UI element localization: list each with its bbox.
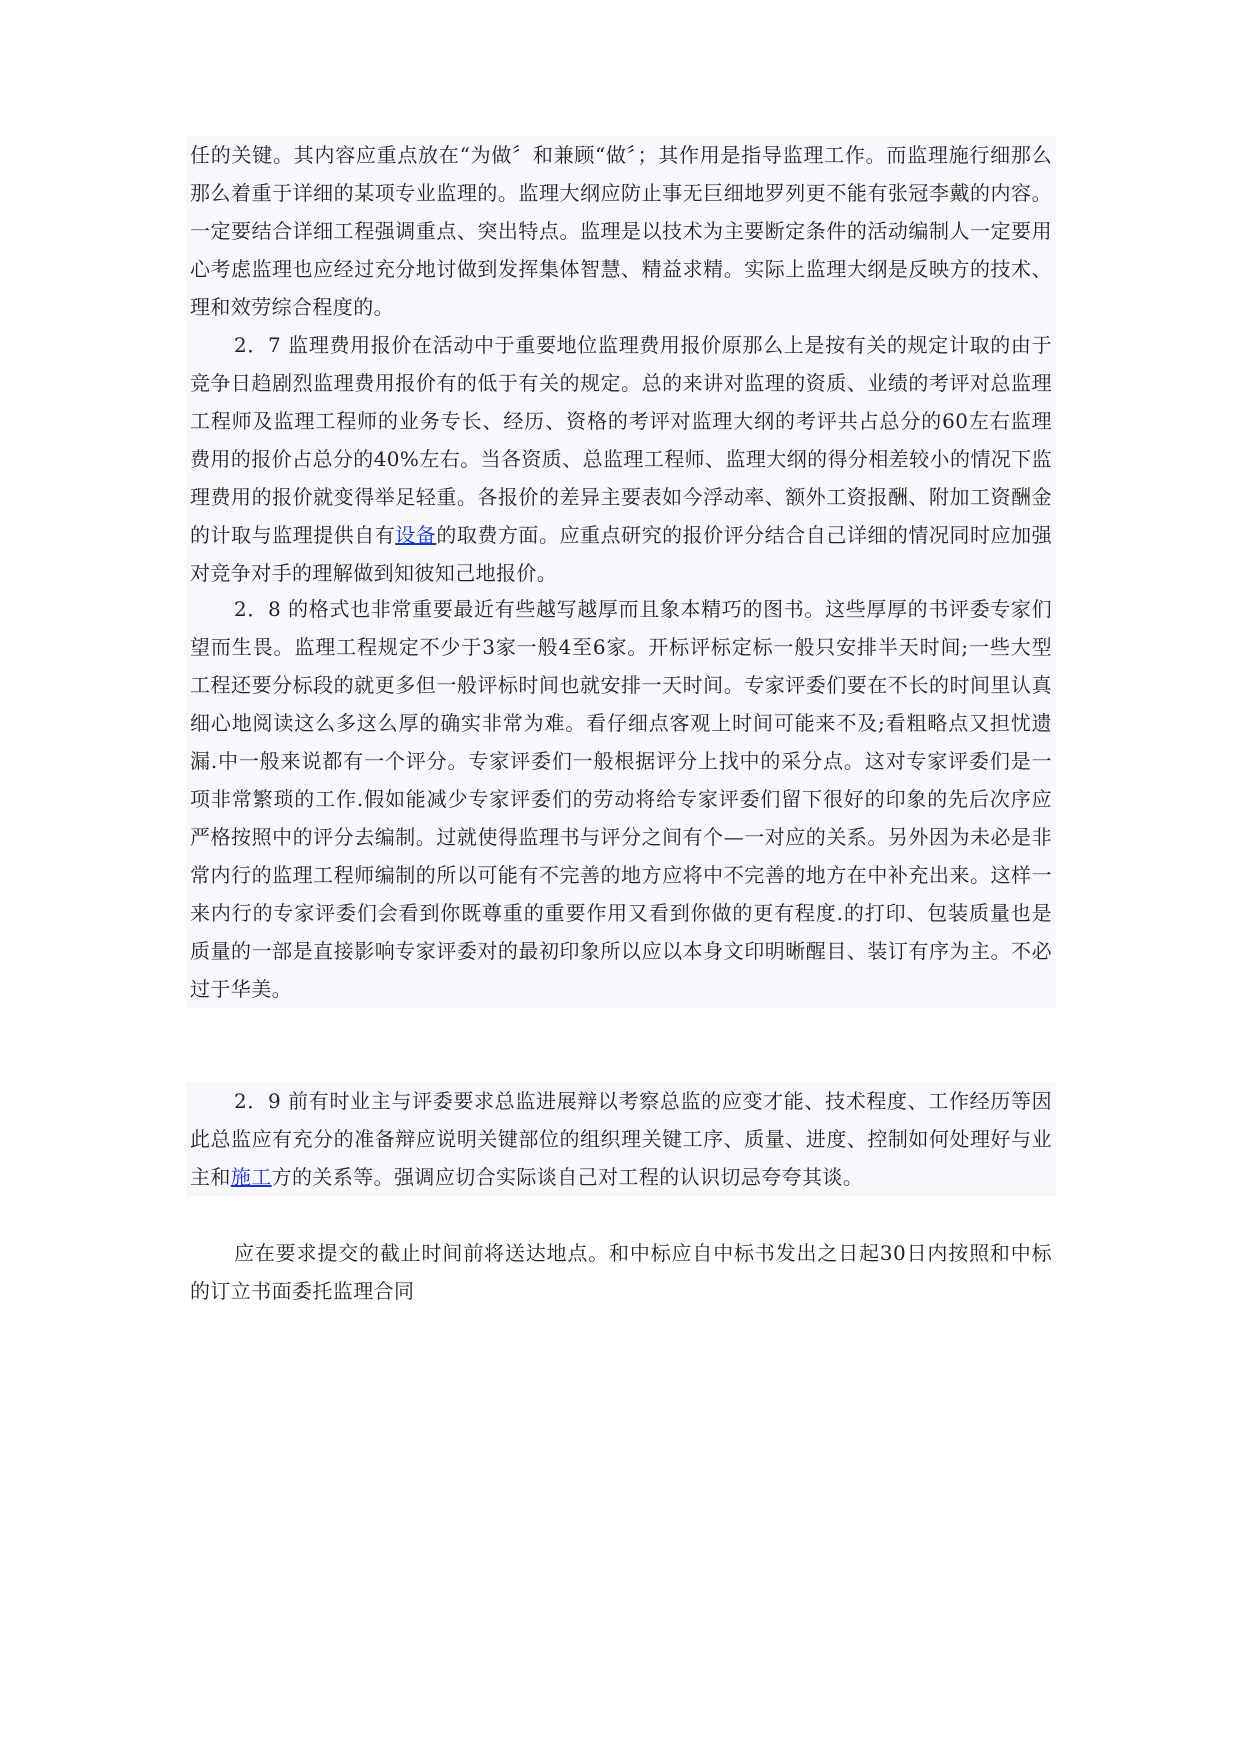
- paragraph-1: 任的关键。其内容应重点放在“为做〞和兼顾“做〞；其作用是指导监理工作。而监理施行细那么那么着重于详细的某项专业监理的。监理大纲应防止事无巨细地罗列更不能有张冠李戴的内容。一定要结合详细工程强调重点、突出特点。监理是以技术为主要断定条件的活动编制人一定要用心考虑监理也应经过充分地讨做到发挥集体智慧、精益求精。实际上监理大纲是反映方的技术、理和效劳综合程度的。: [190, 143, 1052, 319]
- paragraph-block-5: [186, 1234, 1056, 1310]
- paragraph-block-4: [186, 1082, 1056, 1196]
- paragraph-block-2: [186, 326, 1056, 592]
- construction-link[interactable]: 施工: [230, 1165, 272, 1189]
- paragraph-4-section-2-9: [190, 1082, 1052, 1196]
- paragraph-5: 应在要求提交的截止时间前将送达地点。和中标应自中标书发出之日起30日内按照和中标的订立书面委托监理合同: [190, 1241, 1052, 1303]
- paragraph-4-text-before-link: 2．9 前有时业主与评委要求总监进展辩以考察总监的应变才能、技术程度、工作经历等因此总监应有充分的准备辩应说明关键部位的组织理关键工序、质量、进度、控制如何处理好与业主和: [190, 1089, 1052, 1189]
- paragraph-2-section-2-7: [190, 326, 1052, 592]
- equipment-link[interactable]: 设备: [395, 523, 437, 547]
- paragraph-block-1: [186, 136, 1056, 326]
- paragraph-3-section-2-8: 2．8 的格式也非常重要最近有些越写越厚而且象本精巧的图书。这些厚厚的书评委专家们望而生畏。监理工程规定不少于3家一般4至6家。开标评标定标一般只安排半天时间;一些大型工程还要分标段的就更多但一般评标时间也就安排一天时间。专家评委们要在不长的时间里认真细心地阅读这么多这么厚的确实非常为难。看仔细点客观上时间可能来不及;看粗略点又担忧遗漏.中一般来说都有一个评分。专家评委们一般根据评分上找中的采分点。这对专家评委们是一项非常繁琐的工作.假如能减少专家评委们的劳动将给专家评委们留下很好的印象的先后次序应严格按照中的评分去编制。过就使得监理书与评分之间有个—一对应的关系。另外因为未必是非常内行的监理工程师编制的所以可能有不完善的地方应将中不完善的地方在中补充出来。这样一来内行的专家评委们会看到你既尊重的重要作用又看到你做的更有程度.的打印、包装质量也是质量的一部是直接影响专家评委对的最初印象所以应以本身文印明晰醒目、装订有序为主。不必过于华美。: [190, 597, 1052, 1001]
- paragraph-block-3: [186, 590, 1056, 1008]
- paragraph-4-text-after-link: 方的关系等。强调应切合实际谈自己对工程的认识切忌夸夸其谈。: [271, 1165, 864, 1189]
- paragraph-2-text-before-link: 2．7 监理费用报价在活动中于重要地位监理费用报价原那么上是按有关的规定计取的由于竞争日趋剧烈监理费用报价有的低于有关的规定。总的来讲对监理的资质、业绩的考评对总监理工程师及监理工程师的业务专长、经历、资格的考评对监理大纲的考评共占总分的60左右监理费用的报价占总分的40%左右。当各资质、总监理工程师、监理大纲的得分相差较小的情况下监理费用的报价就变得举足轻重。各报价的差异主要表如今浮动率、额外工资报酬、附加工资酬金的计取与监理提供自有: [190, 333, 1052, 547]
- paragraph-2-text-after-link: 的取费方面。应重点研究的报价评分结合自己详细的情况同时应加强对竞争对手的理解做到知彼知己地报价。: [190, 523, 1052, 585]
